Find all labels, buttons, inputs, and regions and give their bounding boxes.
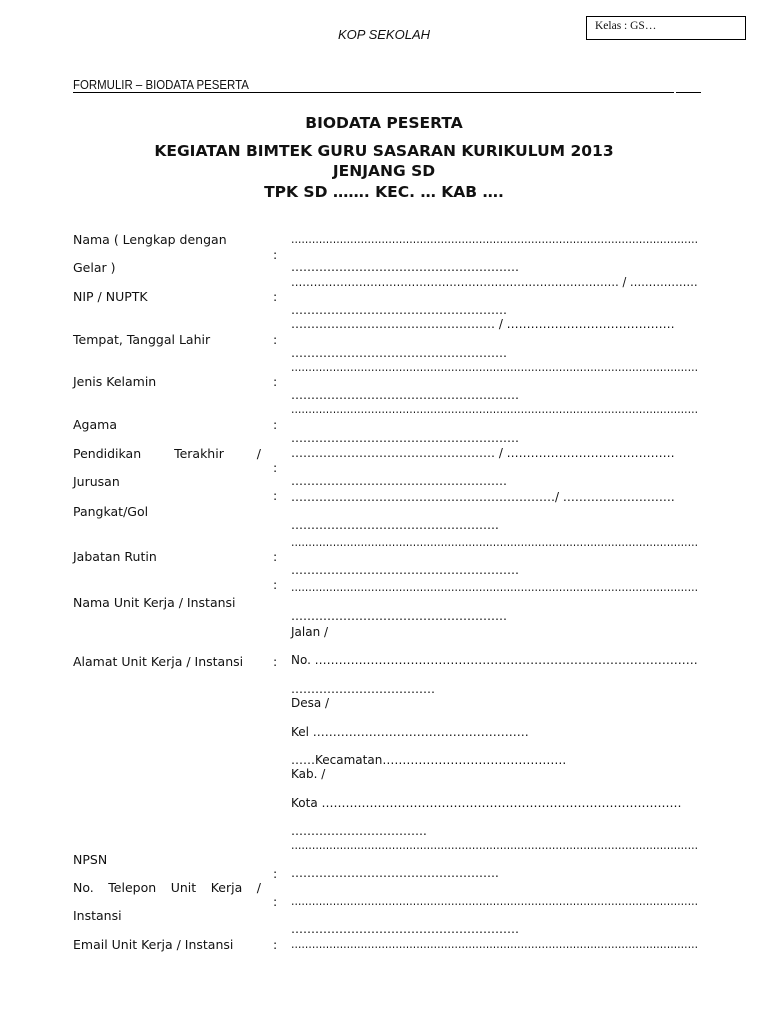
field-pendidikan-line1[interactable]: …………………………………………… / …………………………………… <box>291 446 675 460</box>
title-kegiatan: KEGIATAN BIMTEK GURU SASARAN KURIKULUM 2013 <box>154 142 614 160</box>
label-alamat: Alamat Unit Kerja / Instansi <box>73 654 244 669</box>
label-telepon-word1: No. <box>73 880 94 895</box>
label-jurusan: Jurusan <box>73 474 120 489</box>
kelas-box: Kelas : GS… <box>586 16 746 40</box>
label-pendidikan <box>73 446 261 461</box>
field-nip-line1[interactable]: …………………………………………………………………………… / ……………… <box>291 275 698 289</box>
label-pendidikan-word1: Pendidikan <box>73 446 142 461</box>
field-alamat-no-line2[interactable]: ……………………………… <box>291 682 435 696</box>
colon-telepon: : <box>273 894 278 909</box>
field-alamat-no[interactable]: No. …………………………………………………………………………………… <box>291 653 698 667</box>
field-alamat-kota[interactable]: Kota ……………………………………………………………………………… <box>291 796 682 810</box>
field-email-line1[interactable]: ……………………………………………………………………………………………………… <box>291 937 698 951</box>
kop-sekolah: KOP SEKOLAH <box>338 27 430 42</box>
field-nama-line2[interactable]: ………………………………………………… <box>291 260 519 274</box>
form-title-underline <box>73 92 674 93</box>
label-telepon-instansi: Instansi <box>73 908 122 923</box>
colon-ttl: : <box>273 332 278 347</box>
label-pangkat: Pangkat/Gol <box>73 504 149 519</box>
colon-unit-kerja: : <box>273 577 278 592</box>
field-alamat-jalan: Jalan / <box>291 625 329 639</box>
field-npsn-line2[interactable]: ……………………………………………. <box>291 866 499 880</box>
field-alamat-kota-line2[interactable]: ……………………………. <box>291 824 427 838</box>
title-biodata: BIODATA PESERTA <box>305 114 463 132</box>
colon-email: : <box>273 937 278 952</box>
label-telepon-slash: / <box>256 880 261 895</box>
field-alamat-kab: Kab. / <box>291 767 326 781</box>
label-telepon-word4: Kerja <box>210 880 243 895</box>
form-title: FORMULIR – BIODATA PESERTA <box>73 77 249 92</box>
colon-jabatan: : <box>273 549 278 564</box>
field-telepon-line1[interactable]: ……………………………………………………………………………………………………… <box>291 894 698 908</box>
field-jk-line2[interactable]: ………………………………………………… <box>291 388 519 402</box>
field-nama-line1[interactable]: ……………………………………………………………………………………………………… <box>291 232 698 246</box>
label-nip: NIP / NUPTK <box>73 289 148 304</box>
label-ttl: Tempat, Tanggal Lahir <box>73 332 211 347</box>
title-jenjang: JENJANG SD <box>332 162 436 180</box>
field-unit-line1[interactable]: ……………………………………………………………………………………………………… <box>291 580 698 594</box>
field-pangkat-line2[interactable]: ……………………………………………. <box>291 518 499 532</box>
field-alamat-kel[interactable]: Kel ……………………………………………… <box>291 725 529 739</box>
field-telepon-line2[interactable]: ………………………………………………… <box>291 922 519 936</box>
field-agama-line2[interactable]: ………………………………………………… <box>291 431 519 445</box>
field-jabatan-line1[interactable]: ……………………………………………………………………………………………………… <box>291 535 698 549</box>
field-agama-line1[interactable]: ……………………………………………………………………………………………………… <box>291 402 698 416</box>
label-telepon-word3: Unit <box>170 880 197 895</box>
colon-nip: : <box>273 289 278 304</box>
colon-pendidikan: : <box>273 460 278 475</box>
field-npsn-line1[interactable]: ……………………………………………………………………………………………………… <box>291 838 698 852</box>
label-unit-kerja: Nama Unit Kerja / Instansi <box>73 595 236 610</box>
colon-npsn: : <box>273 866 278 881</box>
colon-nama: : <box>273 247 278 262</box>
label-nama: Nama ( Lengkap dengan <box>73 232 227 247</box>
form-title-underline-end <box>676 92 701 93</box>
field-pendidikan-line2[interactable]: ……………………………………………… <box>291 474 507 488</box>
colon-pangkat: : <box>273 488 278 503</box>
label-pendidikan-word2: Terakhir <box>174 446 224 461</box>
field-alamat-desa: Desa / <box>291 696 330 710</box>
field-alamat-kecamatan[interactable]: ……Kecamatan………………………………………. <box>291 753 567 767</box>
label-telepon-word2: Telepon <box>108 880 157 895</box>
label-pendidikan-slash: / <box>256 446 261 461</box>
field-ttl-line2[interactable]: ……………………………………………… <box>291 346 507 360</box>
label-telepon <box>73 880 261 895</box>
label-jenis-kelamin: Jenis Kelamin <box>73 374 157 389</box>
field-ttl-line1[interactable]: …………………………………………… / …………………………………… <box>291 317 675 331</box>
label-jabatan: Jabatan Rutin <box>73 549 157 564</box>
field-jk-line1[interactable]: ……………………………………………………………………………………………………… <box>291 360 698 374</box>
field-pangkat-line1[interactable]: …………………………………………………………/ ………………………. <box>291 490 675 504</box>
label-npsn: NPSN <box>73 852 108 867</box>
label-email: Email Unit Kerja / Instansi <box>73 937 234 952</box>
label-agama: Agama <box>73 417 117 432</box>
field-unit-line2[interactable]: ……………………………………………… <box>291 609 507 623</box>
label-nama-gelar: Gelar ) <box>73 260 116 275</box>
colon-alamat: : <box>273 654 278 669</box>
field-jabatan-line2[interactable]: ………………………………………………… <box>291 563 519 577</box>
colon-agama: : <box>273 417 278 432</box>
title-tpk: TPK SD ……. KEC. … KAB …. <box>264 183 504 201</box>
colon-jenis-kelamin: : <box>273 374 278 389</box>
field-nip-line2[interactable]: ……………………………………………… <box>291 303 507 317</box>
